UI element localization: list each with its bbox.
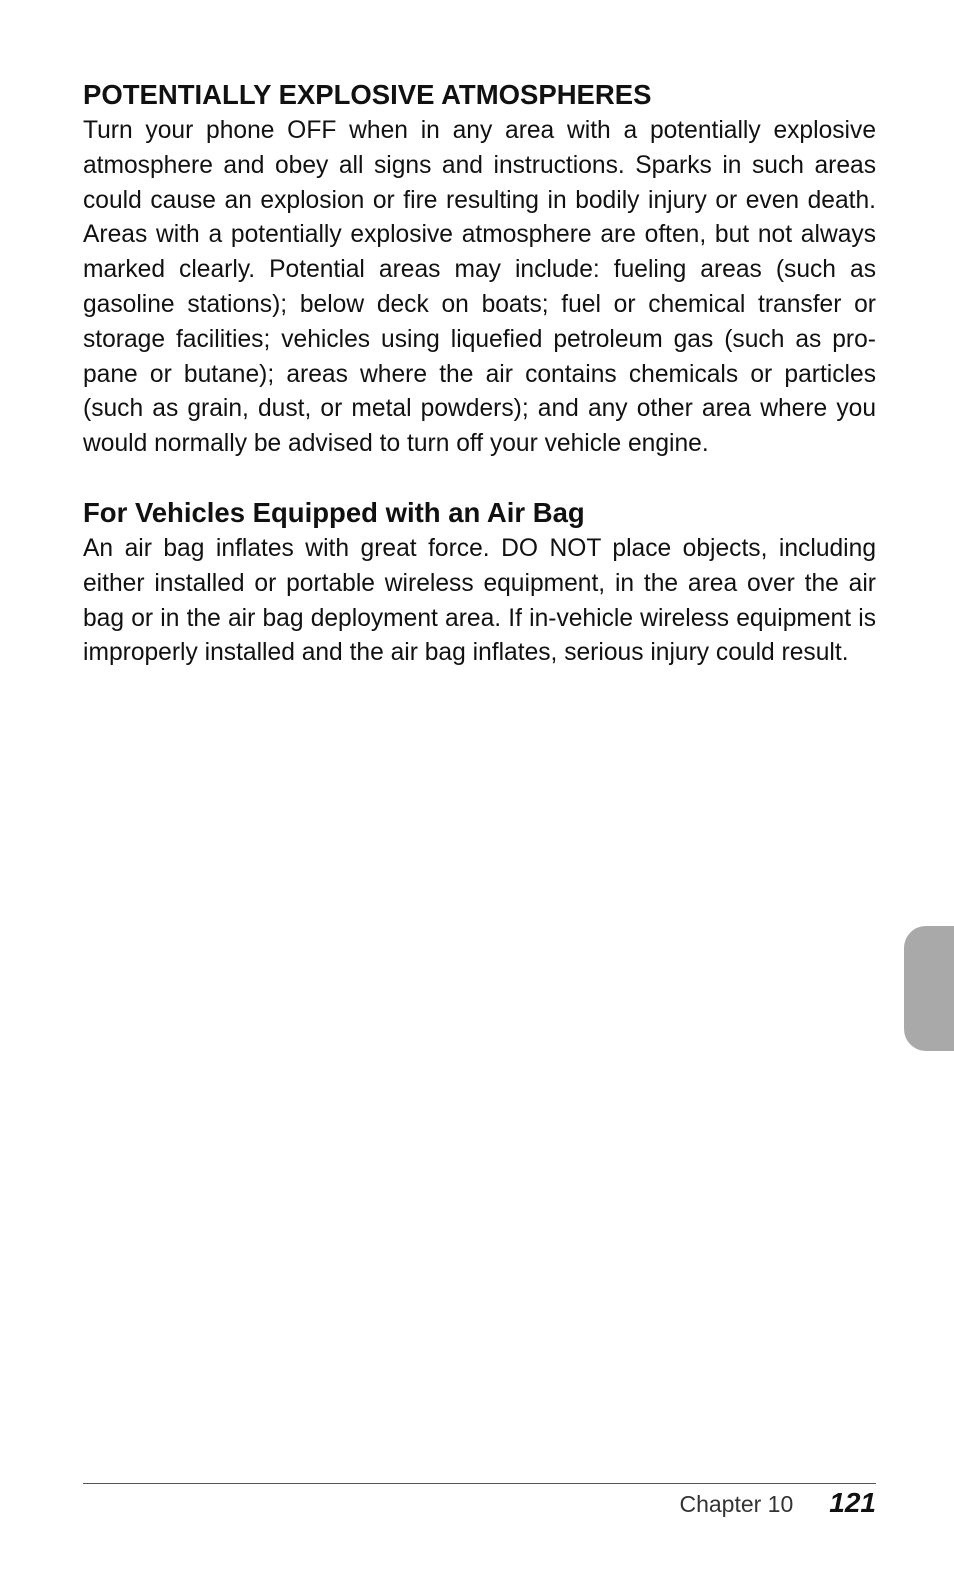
- chapter-thumb-tab: [904, 926, 954, 1051]
- section-body: An air bag inflates with great force. DO NOT place objects, including either installed or portable wireless equipment, in the area over the air bag or in the air bag deployment area. If in-vehicle wireless equipment is improperly installed and the air bag inflates, serious injury could result.: [83, 534, 876, 667]
- page-content: [83, 78, 876, 671]
- page-number: 121: [829, 1487, 876, 1518]
- chapter-label: Chapter 10: [679, 1491, 794, 1517]
- section-heading: For Vehicles Equipped with an Air Bag: [83, 496, 585, 528]
- section-heading: POTENTIALLY EXPLOSIVE ATMOSPHERES: [83, 79, 652, 110]
- section-air-bag: [83, 496, 876, 671]
- section-body: Turn your phone OFF when in any area with a potentially explosive atmosphere and obey all signs and instructions. Sparks in such areas could cause an explosion or fire resulting in bodily injury or even death. Areas with a potentially explosive atmosphere are often, but not always marked clearly. Potential areas may include: fueling areas (such as gasoline stations); below deck on boats; fuel or chemical transfer or storage facilities; vehicles using liquefied petroleum gas (such as propane or butane); areas where the air contains chemicals or particles (such as grain, dust, or metal powders); and any other area where you would normally be advised to turn off your vehicle engine.: [83, 117, 876, 458]
- page-footer: [679, 1487, 876, 1519]
- section-explosive-atmospheres: [83, 78, 876, 462]
- footer-divider: [83, 1483, 876, 1484]
